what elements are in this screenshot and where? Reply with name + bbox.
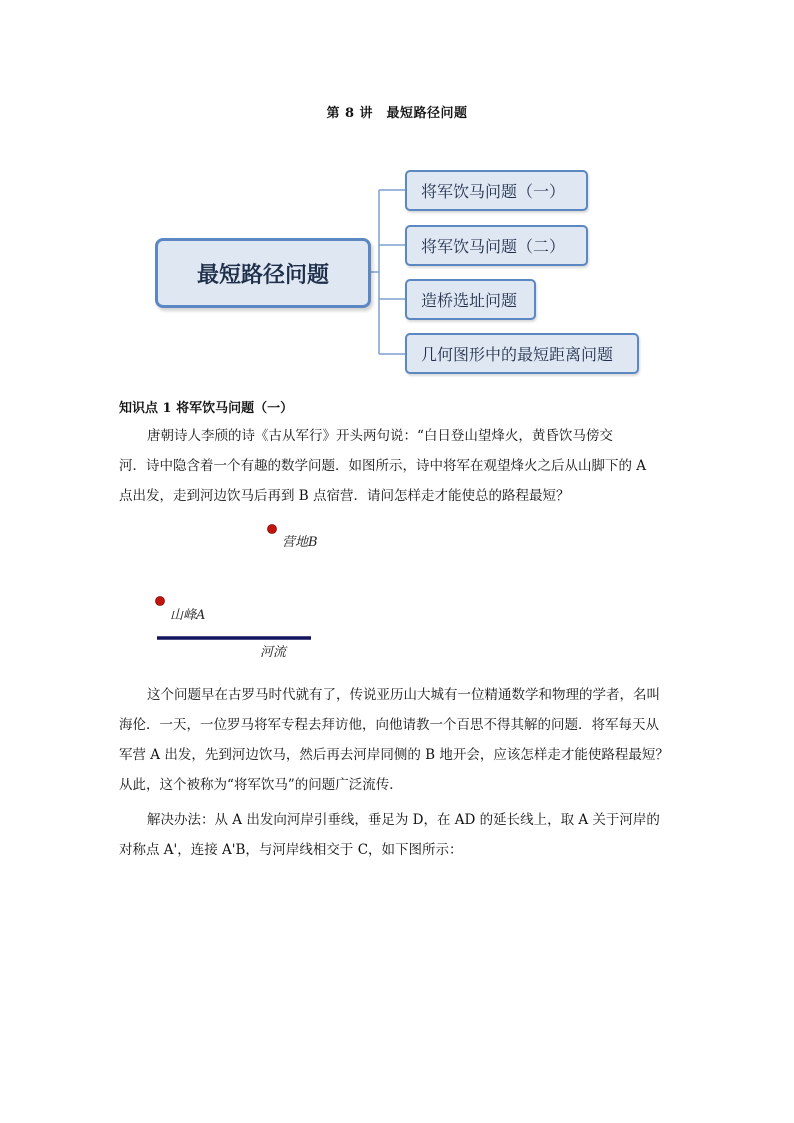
mind-map-branch-1: 将军饮马问题（一） <box>405 170 588 211</box>
history-line-2: 海伦．一天，一位罗马将军专程去拜访他，向他请教一个百思不得其解的问题．将军每天从 <box>119 717 659 733</box>
connector-trunk <box>371 190 405 354</box>
intro-line-3: 点出发，走到河边饮马后再到 B 点宿营．请问怎样走才能使总的路程最短？ <box>119 488 570 504</box>
history-line-4: 从此，这个被称为“将军饮马”的问题广泛流传． <box>119 777 403 793</box>
history-line-3: 军营 A 出发，先到河边饮马，然后再去河岸同侧的 B 地开会，应该怎样走才能使路程最短？ <box>119 747 669 763</box>
label-camp-b: 营地B <box>282 535 318 550</box>
mind-map-connectors <box>0 0 794 400</box>
label-mountain-a: 山峰A <box>170 608 206 623</box>
label-river: 河流 <box>260 645 287 660</box>
point-b <box>268 525 277 534</box>
intro-line-1: 唐朝诗人李颀的诗《古从军行》开头两句说：“白日登山望烽火，黄昏饮马傍交 <box>147 428 613 444</box>
mind-map-branch-3: 造桥选址问题 <box>405 279 536 320</box>
solution-line-2: 对称点 A'，连接 A'B，与河岸线相交于 C，如下图所示： <box>119 842 463 858</box>
mind-map <box>0 0 794 400</box>
point-a <box>156 597 165 606</box>
intro-line-2: 河．诗中隐含着一个有趣的数学问题．如图所示，诗中将军在观望烽火之后从山脚下的 A <box>119 458 647 474</box>
solution-line-1: 解决办法：从 A 出发向河岸引垂线，垂足为 D，在 AD 的延长线上，取 A 关于河岸的 <box>147 812 660 828</box>
river-diagram-svg <box>0 510 794 670</box>
mind-map-branch-4: 几何图形中的最短距离问题 <box>405 333 639 374</box>
page-title: 第 8 讲 最短路径问题 <box>326 106 468 121</box>
river-diagram <box>0 510 794 670</box>
section-heading: 知识点 1 将军饮马问题（一） <box>119 401 294 416</box>
mind-map-branch-2: 将军饮马问题（二） <box>405 225 588 266</box>
history-line-1: 这个问题早在古罗马时代就有了，传说亚历山大城有一位精通数学和物理的学者，名叫 <box>147 687 660 703</box>
mind-map-root: 最短路径问题 <box>155 238 371 308</box>
